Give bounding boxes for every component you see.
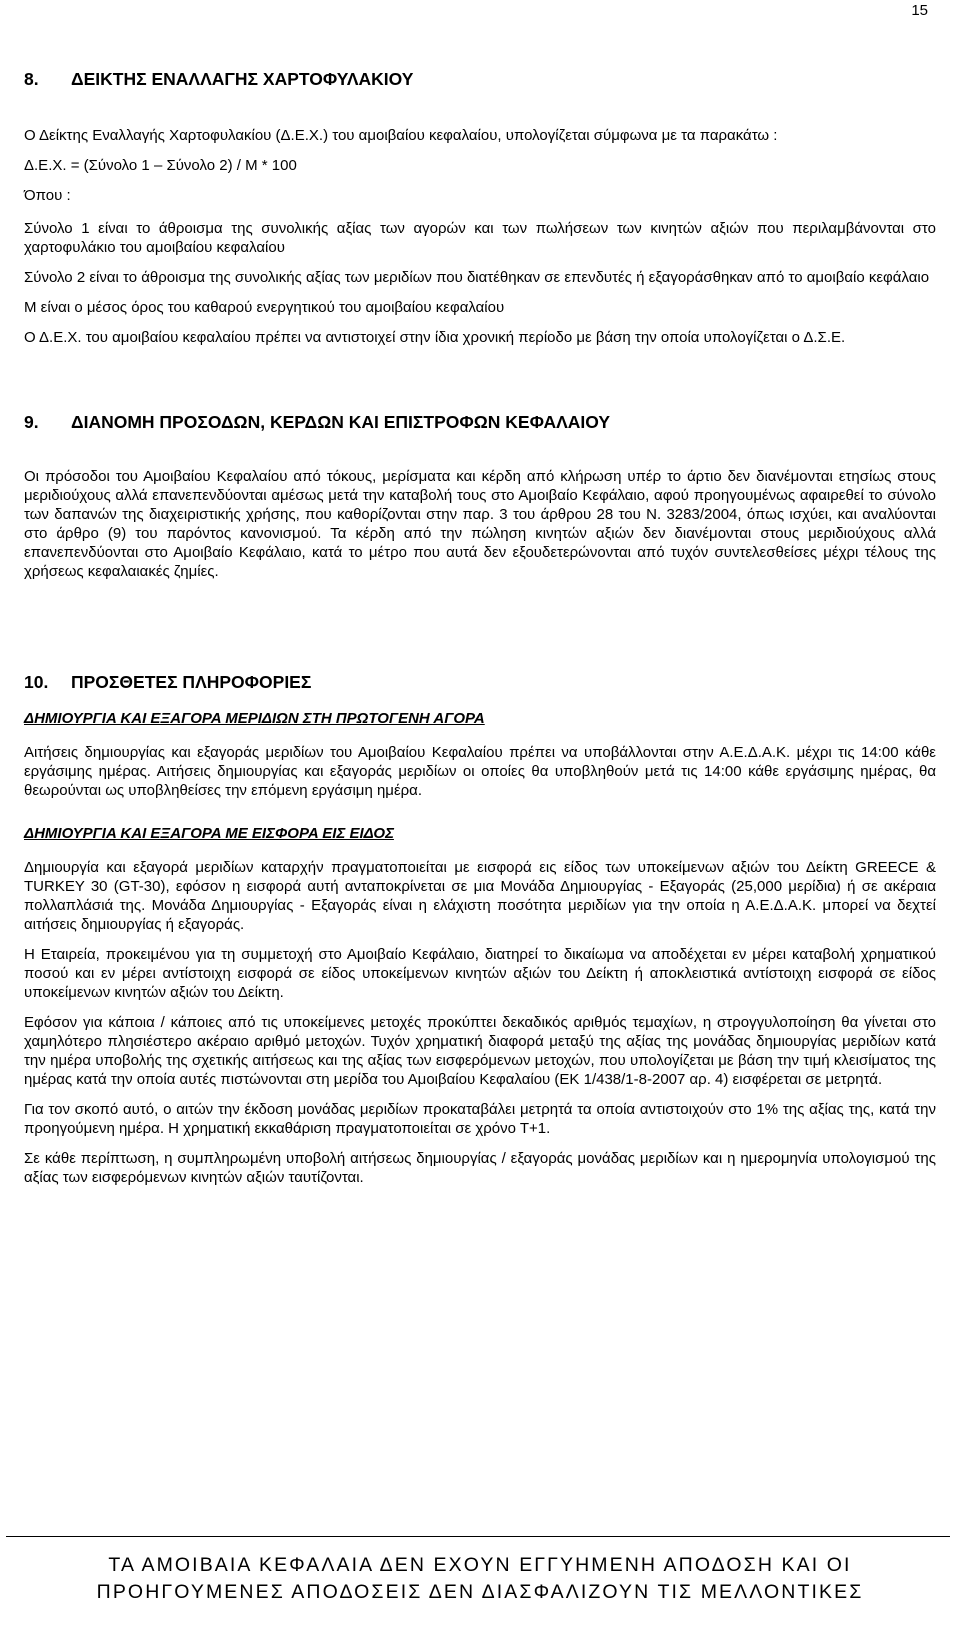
paragraph: Ο Δ.Ε.Χ. του αμοιβαίου κεφαλαίου πρέπει να αντιστοιχεί στην ίδια χρονική περίοδο με βάση την οποία υπολογίζεται ο Δ.Σ.Ε. [24,329,846,346]
paragraph: Αιτήσεις δημιουργίας και εξαγοράς μεριδίων του Αμοιβαίου Κεφαλαίου πρέπει να υποβάλλονται στην Α.Ε.Δ.Α.Κ. μέχρι τις 14:00 κάθε εργάσιμης ημέρας. Αιτήσεις δημιουργίας και εξαγοράς μεριδίων οι οποίες θα υποβληθούν μετά τις 14:00 κάθε εργάσιμης ημέρας, θα θεωρούνται ως υποβληθείσες την επόμενη εργάσιμη ημέρα. [24,744,936,799]
paragraph: Σύνολο 1 είναι το άθροισμα της συνολικής αξίας των αγορών και των πωλήσεων των κινητών αξιών που περιλαμβάνονται στο χαρτοφυλάκιο του αμοιβαίου κεφαλαίου [24,220,936,256]
section-title: ΔΙΑΝΟΜΗ ΠΡΟΣΟΔΩΝ, ΚΕΡΔΩΝ ΚΑΙ ΕΠΙΣΤΡΟΦΩΝ ΚΕΦΑΛΑΙΟΥ [71,412,611,432]
subheading: ΔΗΜΙΟΥΡΓΙΑ ΚΑΙ ΕΞΑΓΟΡΑ ΜΕΡΙΔΙΩΝ ΣΤΗ ΠΡΩΤΟΓΕΝΗ ΑΓΟΡΑ [24,710,485,727]
footer-line: ΠΡΟΗΓΟΥΜΕΝΕΣ ΑΠΟΔΟΣΕΙΣ ΔΕΝ ΔΙΑΣΦΑΛΙΖΟΥΝ ΤΙΣ ΜΕΛΛΟΝΤΙΚΕΣ [96,1581,864,1603]
section-number: 8. [24,69,39,89]
paragraph: Όπου : [24,187,71,204]
paragraph: Μ είναι ο μέσος όρος του καθαρού ενεργητικού του αμοιβαίου κεφαλαίου [24,299,505,316]
formula: Δ.Ε.Χ. = (Σύνολο 1 – Σύνολο 2) / Μ * 100 [24,157,297,174]
footer-divider [6,1536,950,1537]
paragraph: Σύνολο 2 είναι το άθροισμα της συνολικής αξίας των μεριδίων που διατέθηκαν σε επενδυτές ή εξαγοράσθηκαν από το αμοιβαίο κεφάλαιο [24,269,930,286]
paragraph: Εφόσον για κάποια / κάποιες από τις υποκείμενες μετοχές προκύπτει δεκαδικός αριθμός τεμαχίων, η στρογγυλοποίηση θα γίνεται στο χαμηλότερο πλησιέστερο ακέραιο αριθμό μετοχών. Τυχόν χρηματική διαφορά μεταξύ της αξίας της μονάδας δημιουργίας μεριδίων κατά την ημέρα υποβολής της σχετικής αιτήσεως και της αξίας των εισφερόμενων μετοχών, που υπολογίζεται με βάση την τιμή κλεισίματος της ημέρας κατά την οποία αυτές πιστώνονται στη μερίδα του Αμοιβαίου Κεφαλαίου (ΕΚ 1/438/1-8-2007 αρ. 4) εισφέρεται σε μετρητά. [24,1014,936,1088]
paragraph: Ο Δείκτης Εναλλαγής Χαρτοφυλακίου (Δ.Ε.Χ.) του αμοιβαίου κεφαλαίου, υπολογίζεται σύμφωνα με τα παρακάτω : [24,127,778,144]
section-number: 9. [24,412,39,432]
section-10-heading [24,671,936,693]
paragraph: Η Εταιρεία, προκειμένου για τη συμμετοχή στο Αμοιβαίο Κεφάλαιο, διατηρεί το δικαίωμα να αποδέχεται εν μέρει καταβολή χρηματικού ποσού και εν μέρει αντίστοιχη εισφορά σε είδος υποκείμενων κινητών αξιών του Δείκτη ή αποκλειστικά αντίστοιχη εισφορά σε είδος υποκείμενων κινητών αξιών του Δείκτη. [24,946,936,1001]
paragraph: Δημιουργία και εξαγορά μεριδίων καταρχήν πραγματοποιείται με εισφορά εις είδος των υποκείμενων αξιών του Δείκτη GREECE & TURKEY 30 (GT-30), εφόσον η εισφορά αυτή ανταποκρίνεται σε μια Μονάδα Δημιουργίας - Εξαγοράς (25,000 μερίδια) ή σε ακέραια πολλαπλάσιά της. Μονάδα Δημιουργίας - Εξαγοράς είναι η ελάχιστη ποσότητα μεριδίων για την οποία η Α.Ε.Δ.Α.Κ. μπορεί να δεχτεί αιτήσεις δημιουργίας ή εξαγοράς. [24,859,936,933]
section-title: ΠΡΟΣΘΕΤΕΣ ΠΛΗΡΟΦΟΡΙΕΣ [71,672,312,692]
paragraph: Σε κάθε περίπτωση, η συμπληρωμένη υποβολή αιτήσεως δημιουργίας / εξαγοράς μονάδας μεριδίων και η ημερομηνία υπολογισμού της αξίας των εισφερόμενων κινητών αξιών ταυτίζονται. [24,1150,936,1186]
paragraph: Οι πρόσοδοι του Αμοιβαίου Κεφαλαίου από τόκους, μερίσματα και κέρδη από κλήρωση υπέρ το άρτιο δεν διανέμονται ετησίως στους μεριδιούχους αλλά επανεπενδύονται αμέσως μετά την καταβολή τους στο Αμοιβαίο Κεφάλαιο, αφού προηγουμένως αφαιρεθεί το σύνολο των δαπανών της διαχειριστικής χρήσης, που καθορίζονται στην παρ. 3 του άρθρου 28 του Ν. 3283/2004, όπως ισχύει, και αναλύονται στο άρθρο (9) του παρόντος κανονισμού. Τα κέρδη από την πώληση κινητών αξιών δεν διανέμονται στους μεριδιούχους αλλά επανεπενδύονται στο Αμοιβαίο Κεφάλαιο, κατά το μέτρο που αυτά δεν εξουδετερώνονται από τυχόν συντελεσθείσες μέχρι τέλους της χρήσεως κεφαλαιακές ζημίες. [24,468,936,580]
footer-line: ΤΑ ΑΜΟΙΒΑΙΑ ΚΕΦΑΛΑΙΑ ΔΕΝ ΕΧΟΥΝ ΕΓΓΥΗΜΕΝΗ ΑΠΟΔΟΣΗ ΚΑΙ ΟΙ [108,1554,852,1576]
section-9-heading [24,411,936,433]
section-number: 10. [24,672,49,692]
section-title: ΔΕΙΚΤΗΣ ΕΝΑΛΛΑΓΗΣ ΧΑΡΤΟΦΥΛΑΚΙΟΥ [71,69,414,89]
paragraph: Για τον σκοπό αυτό, ο αιτών την έκδοση μονάδας μεριδίων προκαταβάλει μετρητά τα οποία αντιστοιχούν στο 1% της αξίας της, κατά την προηγούμενη ημέρα. Η χρηματική εκκαθάριση πραγματοποιείται σε χρόνο Τ+1. [24,1101,936,1137]
footer-disclaimer [0,1552,960,1606]
subheading: ΔΗΜΙΟΥΡΓΙΑ ΚΑΙ ΕΞΑΓΟΡΑ ΜΕ ΕΙΣΦΟΡΑ ΕΙΣ ΕΙΔΟΣ [24,825,394,842]
page-number: 15 [911,2,928,19]
document-body [24,68,936,1187]
section-8-heading [24,68,936,90]
